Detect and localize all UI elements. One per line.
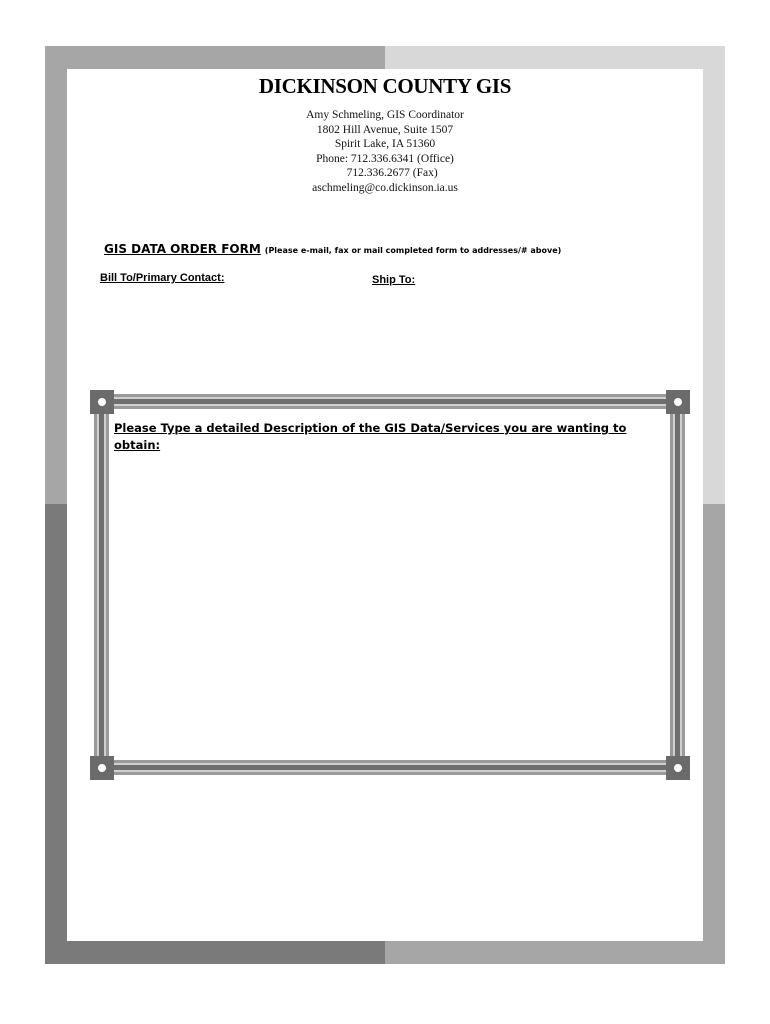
- frame-bottom-rail: [102, 760, 678, 775]
- form-heading: [104, 238, 561, 257]
- document-title: DICKINSON COUNTY GIS: [258, 74, 512, 98]
- phone-fax: 712.336.2677 (Fax): [332, 167, 438, 180]
- border-bottom-left: [45, 941, 385, 964]
- frame-corner-bottom-right: [666, 756, 690, 780]
- contact-name: Amy Schmeling, GIS Coordinator: [306, 109, 464, 121]
- form-title: GIS DATA ORDER FORM: [104, 242, 261, 256]
- description-textarea[interactable]: [112, 410, 668, 760]
- border-top-right: [385, 46, 725, 69]
- bill-to-label: Bill To/Primary Contact:: [100, 272, 225, 284]
- ship-to-label: Ship To:: [372, 274, 416, 286]
- address-line-2: Spirit Lake, IA 51360: [334, 138, 436, 151]
- border-left-lower: [45, 504, 67, 964]
- phone-office: Phone: 712.336.6341 (Office): [316, 152, 454, 165]
- border-bottom-right: [385, 941, 725, 964]
- email-address: aschmeling@co.dickinson.ia.us: [312, 181, 458, 194]
- frame-top-rail: [102, 394, 678, 409]
- contact-block: [0, 108, 770, 196]
- frame-corner-top-left: [90, 390, 114, 414]
- border-top-left: [45, 46, 385, 69]
- frame-corner-bottom-left: [90, 756, 114, 780]
- form-instructions: (Please e-mail, fax or mail completed form to addresses/# above): [264, 246, 562, 255]
- address-line-1: 1802 Hill Avenue, Suite 1507: [316, 123, 454, 136]
- frame-corner-top-right: [666, 390, 690, 414]
- frame-left-rail: [94, 402, 109, 767]
- border-right-lower: [703, 504, 725, 964]
- description-label: Please Type a detailed Description of the GIS Data/Services you are wanting to obtain:: [114, 421, 627, 452]
- frame-right-rail: [670, 402, 685, 767]
